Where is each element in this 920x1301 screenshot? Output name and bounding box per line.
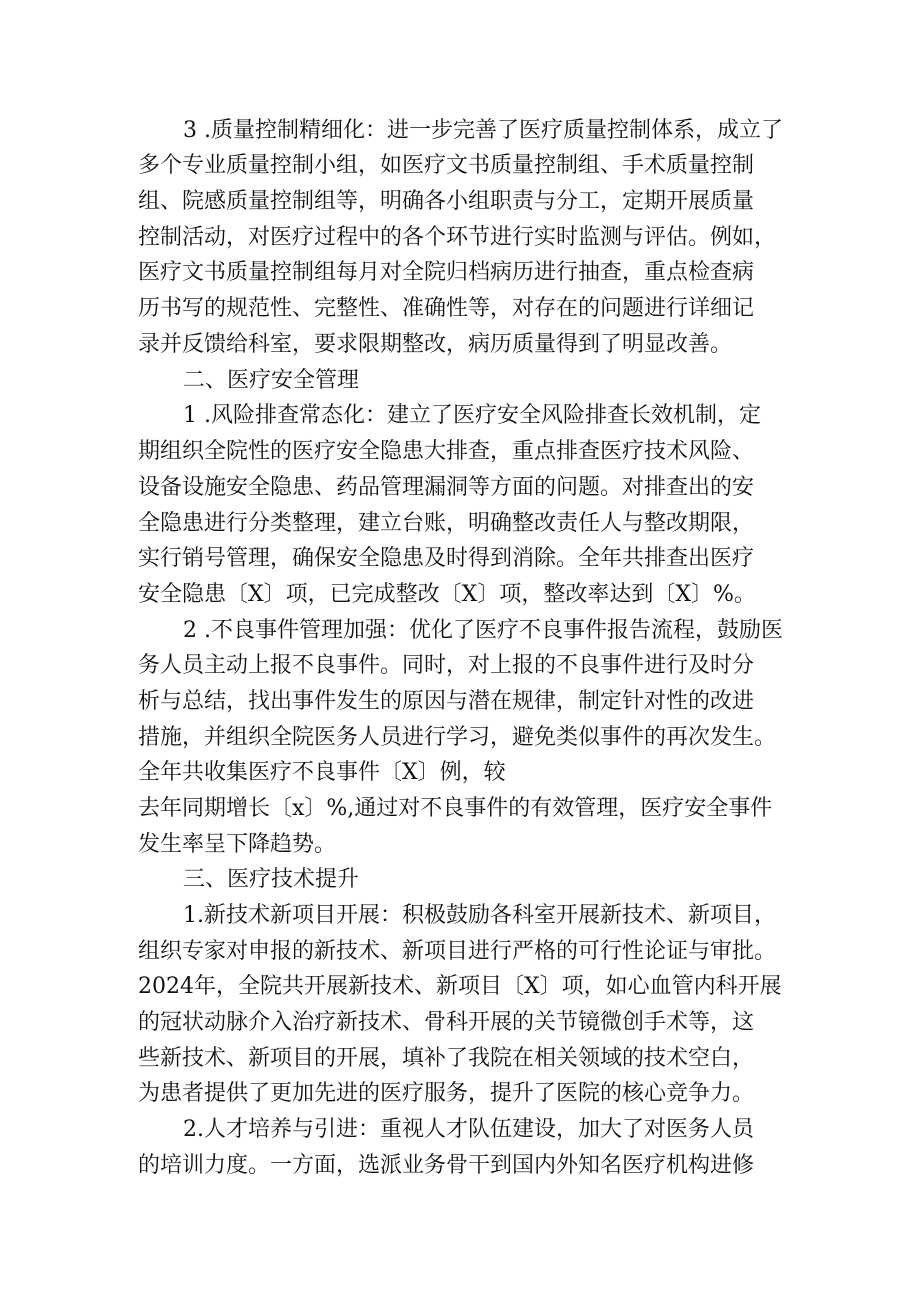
paragraph-line: 3 .质量控制精细化：进一步完善了医疗质量控制体系，成立了 — [183, 118, 783, 143]
section-heading: 二、医疗安全管理 — [183, 368, 360, 393]
paragraph-line: 医疗文书质量控制组每月对全院归档病历进行抽查，重点检查病 — [138, 260, 755, 285]
paragraph-line: 录并反馈给科室，要求限期整改，病历质量得到了明显改善。 — [138, 332, 733, 357]
paragraph-line: 期组织全院性的医疗安全隐患大排查，重点排查医疗技术风险、 — [138, 439, 755, 464]
paragraph-line: 设备设施安全隐患、药品管理漏洞等方面的问题。对排查出的安 — [138, 475, 755, 500]
paragraph-line: 些新技术、新项目的开展，填补了我院在相关领域的技术空白， — [138, 1046, 755, 1071]
paragraph-line: 全隐患进行分类整理，建立台账，明确整改责任人与整改期限， — [138, 511, 755, 536]
paragraph-line: 实行销号管理，确保安全隐患及时得到消除。全年共排查出医疗 — [138, 546, 755, 571]
paragraph-line: 2024年，全院共开展新技术、新项目〔X〕项，如心血管内科开展 — [138, 974, 782, 999]
paragraph-line: 务人员主动上报不良事件。同时，对上报的不良事件进行及时分 — [138, 653, 755, 678]
paragraph-line: 为患者提供了更加先进的医疗服务，提升了医院的核心竞争力。 — [138, 1081, 755, 1106]
paragraph-line: 控制活动，对医疗过程中的各个环节进行实时监测与评估。例如， — [138, 225, 777, 250]
paragraph-line: 安全隐患〔X〕项，已完成整改〔X〕项，整改率达到〔X〕%。 — [138, 582, 756, 607]
paragraph-line: 1 .风险排查常态化：建立了医疗安全风险排查长效机制，定 — [183, 403, 761, 428]
paragraph-line: 组、院感质量控制组等，明确各小组职责与分工，定期开展质量 — [138, 189, 755, 214]
paragraph-line: 措施，并组织全院医务人员进行学习，避免类似事件的再次发生。 — [138, 725, 777, 750]
paragraph-line: 2.人才培养与引进：重视人才队伍建设，加大了对医务人员 — [183, 1117, 754, 1142]
paragraph-line: 析与总结，找出事件发生的原因与潜在规律，制定针对性的改进 — [138, 689, 755, 714]
paragraph-line: 2 .不良事件管理加强：优化了医疗不良事件报告流程，鼓励医 — [183, 618, 783, 643]
paragraph-line: 的冠状动脉介入治疗新技术、骨科开展的关节镜微创手术等，这 — [138, 1010, 755, 1035]
paragraph-line: 的培训力度。一方面，选派业务骨干到国内外知名医疗机构进修 — [138, 1153, 755, 1178]
paragraph-line: 发生率呈下降趋势。 — [138, 832, 337, 857]
paragraph-line: 多个专业质量控制小组，如医疗文书质量控制组、手术质量控制 — [138, 153, 755, 178]
paragraph-line: 去年同期增长〔x〕%,通过对不良事件的有效管理，医疗安全事件 — [138, 796, 773, 821]
paragraph-line: 1.新技术新项目开展：积极鼓励各科室开展新技术、新项目， — [183, 903, 776, 928]
section-heading: 三、医疗技术提升 — [183, 867, 360, 892]
paragraph-line: 历书写的规范性、完整性、准确性等，对存在的问题进行详细记 — [138, 296, 755, 321]
paragraph-line: 组织专家对申报的新技术、新项目进行严格的可行性论证与审批。 — [138, 939, 777, 964]
paragraph-line: 全年共收集医疗不良事件〔X〕例，较 — [138, 760, 506, 785]
